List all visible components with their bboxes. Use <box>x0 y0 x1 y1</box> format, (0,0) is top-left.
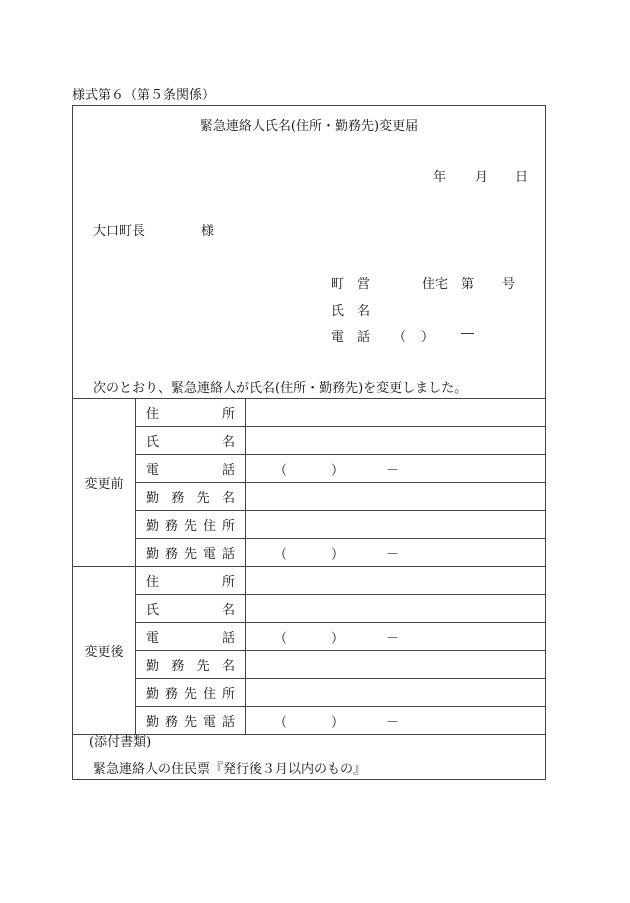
field-label-char: 名 <box>221 435 235 450</box>
field-label-char: 先 <box>183 547 197 562</box>
phone-open-mark: （ <box>274 715 288 730</box>
field-value[interactable] <box>246 539 546 567</box>
phone-open-mark: （ <box>274 631 288 646</box>
addressee-honorific: 様 <box>201 224 215 239</box>
attachments-item: 緊急連絡人の住民票『発行後３月以内のもの』 <box>93 762 367 777</box>
field-label-char: 氏 <box>146 435 160 450</box>
table-row <box>73 427 546 455</box>
field-label-char: 住 <box>146 407 160 422</box>
form-frame <box>72 105 546 780</box>
field-label <box>136 483 246 511</box>
table-row <box>73 651 546 679</box>
field-label-char: 電 <box>202 547 216 562</box>
field-label-char: 先 <box>183 519 197 534</box>
field-label-char: 話 <box>221 463 235 478</box>
field-value[interactable] <box>246 483 546 511</box>
applicant-name-label: 氏 名 <box>331 304 371 319</box>
field-label-char: 勤 <box>146 547 160 562</box>
form-number: 様式第６（第５条関係） <box>72 88 216 103</box>
field-label-char: 先 <box>196 491 210 506</box>
field-label-char: 勤 <box>146 519 160 534</box>
phone-open-mark: （ <box>274 463 288 478</box>
field-label <box>136 511 246 539</box>
field-label <box>136 679 246 707</box>
applicant-address-middle: 住宅 第 <box>422 277 475 292</box>
field-value[interactable] <box>246 455 546 483</box>
change-table <box>72 398 546 735</box>
field-value[interactable] <box>246 707 546 735</box>
field-value[interactable] <box>246 399 546 427</box>
field-value[interactable] <box>246 679 546 707</box>
date-day-label: 日 <box>515 170 529 185</box>
change-table-wrap <box>72 398 546 735</box>
phone-close-mark: ） <box>331 715 345 730</box>
field-label <box>136 455 246 483</box>
phone-close-mark: ） <box>331 463 345 478</box>
table-row <box>73 623 546 651</box>
field-value[interactable] <box>246 427 546 455</box>
phone-dash-mark: － <box>386 715 400 730</box>
applicant-address-prefix: 町 営 <box>331 277 371 292</box>
field-label-char: 務 <box>164 715 178 730</box>
addressee-name: 大口町長 <box>93 224 146 239</box>
field-label-char: 勤 <box>146 491 160 506</box>
form-title: 緊急連絡人氏名(住所・勤務先)変更届 <box>199 119 419 134</box>
field-label-char: 所 <box>221 519 235 534</box>
table-row <box>73 511 546 539</box>
field-label-char: 話 <box>221 715 235 730</box>
attachments-heading: (添付書類) <box>89 735 152 750</box>
field-label-char: 名 <box>221 603 235 618</box>
date-month-label: 月 <box>475 170 489 185</box>
field-label-char: 務 <box>171 659 185 674</box>
field-value[interactable] <box>246 595 546 623</box>
field-label-char: 電 <box>146 631 160 646</box>
table-row <box>73 539 546 567</box>
applicant-phone-dash: ― <box>461 326 474 341</box>
field-label-char: 住 <box>202 519 216 534</box>
statement-text: 次のとおり、緊急連絡人が氏名(住所・勤務先)を変更しました。 <box>93 381 468 396</box>
field-label-char: 先 <box>183 687 197 702</box>
field-label-char: 名 <box>221 491 235 506</box>
field-label-char: 先 <box>183 715 197 730</box>
field-label-char: 所 <box>221 407 235 422</box>
field-label-char: 所 <box>221 575 235 590</box>
field-label-char: 名 <box>221 659 235 674</box>
field-label-char: 話 <box>221 631 235 646</box>
table-row <box>73 399 546 427</box>
phone-dash-mark: － <box>386 631 400 646</box>
field-label-char: 務 <box>164 519 178 534</box>
phone-close-mark: ） <box>331 547 345 562</box>
date-year-label: 年 <box>433 170 447 185</box>
field-label-char: 住 <box>202 687 216 702</box>
field-value[interactable] <box>246 567 546 595</box>
table-row <box>73 567 546 595</box>
section-label: 変更後 <box>73 567 136 735</box>
field-label <box>136 707 246 735</box>
field-label-char: 所 <box>221 687 235 702</box>
field-value[interactable] <box>246 511 546 539</box>
field-label <box>136 567 246 595</box>
field-label-char: 住 <box>146 575 160 590</box>
field-label-char: 勤 <box>146 659 160 674</box>
field-label-char: 先 <box>196 659 210 674</box>
table-row <box>73 595 546 623</box>
field-label <box>136 595 246 623</box>
field-label-char: 務 <box>164 547 178 562</box>
field-label-char: 勤 <box>146 715 160 730</box>
table-row <box>73 679 546 707</box>
field-label-char: 務 <box>164 687 178 702</box>
table-row <box>73 455 546 483</box>
field-label-char: 務 <box>171 491 185 506</box>
field-label-char: 氏 <box>146 603 160 618</box>
field-label-char: 電 <box>202 715 216 730</box>
field-label-char: 電 <box>146 463 160 478</box>
applicant-phone-open: （ <box>393 330 407 345</box>
field-label <box>136 427 246 455</box>
field-label-char: 勤 <box>146 687 160 702</box>
field-value[interactable] <box>246 651 546 679</box>
field-label <box>136 399 246 427</box>
table-row <box>73 483 546 511</box>
applicant-phone-label: 電 話 <box>331 330 371 345</box>
field-value[interactable] <box>246 623 546 651</box>
field-label <box>136 623 246 651</box>
field-label-char: 話 <box>221 547 235 562</box>
field-label <box>136 651 246 679</box>
phone-open-mark: （ <box>274 547 288 562</box>
field-label <box>136 539 246 567</box>
phone-dash-mark: － <box>386 547 400 562</box>
applicant-address-suffix: 号 <box>502 277 516 292</box>
phone-dash-mark: － <box>386 463 400 478</box>
applicant-phone-close: ） <box>421 330 435 345</box>
section-label: 変更前 <box>73 399 136 567</box>
phone-close-mark: ） <box>331 631 345 646</box>
